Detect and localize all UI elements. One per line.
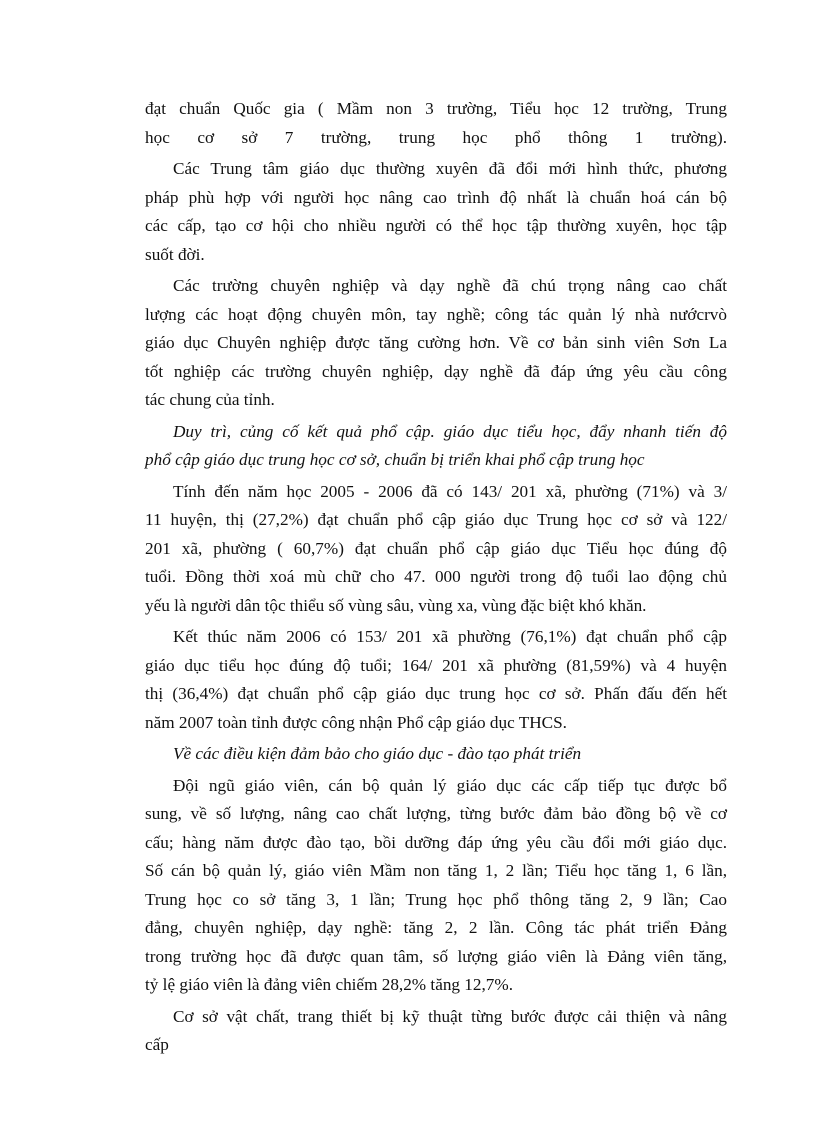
text-line: trong trường học đã được quan tâm, số lượng giáo viên là Đảng viên tăng, — [145, 946, 727, 966]
text-line: sung, về số lượng, nâng cao chất lượng, từng bước đảm bảo đồng bộ về cơ — [145, 804, 727, 823]
document-page — [145, 95, 727, 1063]
text-line: Đội ngũ giáo viên, cán bộ quản lý giáo dục các cấp tiếp tục được bổ — [173, 775, 727, 795]
paragraph — [145, 1003, 727, 1060]
text-line: 201 xã, phường ( 60,7%) đạt chuẩn phổ cập giáo dục Tiểu học đúng độ — [145, 538, 727, 558]
text-line: Tính đến năm học 2005 - 2006 đã có 143/ 201 xã, phường (71%) và 3/ — [173, 481, 727, 501]
text-line: đạt chuẩn Quốc gia ( Mầm non 3 trường, Tiểu học 12 trường, Trung — [145, 99, 727, 118]
text-line: Số cán bộ quản lý, giáo viên Mầm non tăng 1, 2 lần; Tiểu học tăng 1, 6 lần, — [145, 861, 727, 880]
text-line: Kết thúc năm 2006 có 153/ 201 xã phường (76,1%) đạt chuẩn phổ cập — [173, 627, 727, 646]
paragraph — [145, 772, 727, 1000]
text-line: Cơ sở vật chất, trang thiết bị kỹ thuật từng bước được cải thiện và nâng — [173, 1006, 727, 1026]
paragraph — [145, 478, 727, 621]
paragraph — [145, 95, 727, 152]
italic-subheading — [145, 740, 727, 769]
text-line: Về các điều kiện đảm bảo cho giáo dục - đào tạo phát triển — [173, 744, 582, 763]
text-line: Các Trung tâm giáo dục thường xuyên đã đổi mới hình thức, phương — [173, 159, 727, 178]
paragraph — [145, 155, 727, 269]
text-line: suốt đời. — [145, 244, 205, 264]
text-line: đẳng, chuyên nghiệp, dạy nghề: tăng 2, 2 lần. Công tác phát triển Đảng — [145, 918, 727, 937]
text-line: lượng các hoạt động chuyên môn, tay nghề; công tác quản lý nhà nướcrvò — [145, 304, 727, 324]
text-line: giáo dục tiểu học đúng độ tuổi; 164/ 201 xã phường (81,59%) và 4 huyện — [145, 655, 727, 675]
text-line: cấp — [145, 1035, 169, 1054]
paragraph — [145, 623, 727, 737]
text-line: học cơ sở 7 trường, trung học phổ thông 1 trường). — [145, 127, 727, 147]
text-line: cấu; hàng năm được đào tạo, bồi dưỡng đáp ứng yêu cầu đổi mới giáo dục. — [145, 832, 727, 852]
text-line: tốt nghiệp các trường chuyên nghiệp, dạy nghề đã đáp ứng yêu cầu công — [145, 361, 727, 381]
italic-subheading — [145, 418, 727, 475]
text-line: tỷ lệ giáo viên là đảng viên chiếm 28,2% tăng 12,7%. — [145, 975, 514, 994]
text-line: yếu là người dân tộc thiểu số vùng sâu, vùng xa, vùng đặc biệt khó khăn. — [145, 595, 647, 615]
text-line: giáo dục Chuyên nghiệp được tăng cường hơn. Về cơ bản sinh viên Sơn La — [145, 333, 727, 352]
text-line: các cấp, tạo cơ hội cho nhiều người có thể học tập thường xuyên, học tập — [145, 216, 727, 235]
text-line: phổ cập giáo dục trung học cơ sở, chuẩn bị triển khai phổ cập trung học — [145, 450, 645, 469]
text-line: Các trường chuyên nghiệp và dạy nghề đã chú trọng nâng cao chất — [173, 276, 727, 295]
text-line: pháp phù hợp với người học nâng cao trình độ nhất là chuẩn hoá cán bộ — [145, 187, 727, 207]
text-line: tác chung của tỉnh. — [145, 390, 275, 409]
text-line: 11 huyện, thị (27,2%) đạt chuẩn phổ cập giáo dục Trung học cơ sở và 122/ — [145, 510, 727, 529]
text-line: năm 2007 toàn tỉnh được công nhận Phổ cập giáo dục THCS. — [145, 712, 567, 732]
paragraph — [145, 272, 727, 415]
text-line: Duy trì, củng cố kết quả phổ cập. giáo dục tiểu học, đẩy nhanh tiến độ — [173, 421, 727, 441]
text-line: thị (36,4%) đạt chuẩn phổ cập giáo dục trung học cơ sở. Phấn đấu đến hết — [145, 684, 727, 703]
text-line: tuổi. Đồng thời xoá mù chữ cho 47. 000 người trong độ tuổi lao động chủ — [145, 567, 727, 586]
text-line: Trung học co sở tăng 3, 1 lần; Trung học phổ thông tăng 2, 9 lần; Cao — [145, 889, 727, 909]
